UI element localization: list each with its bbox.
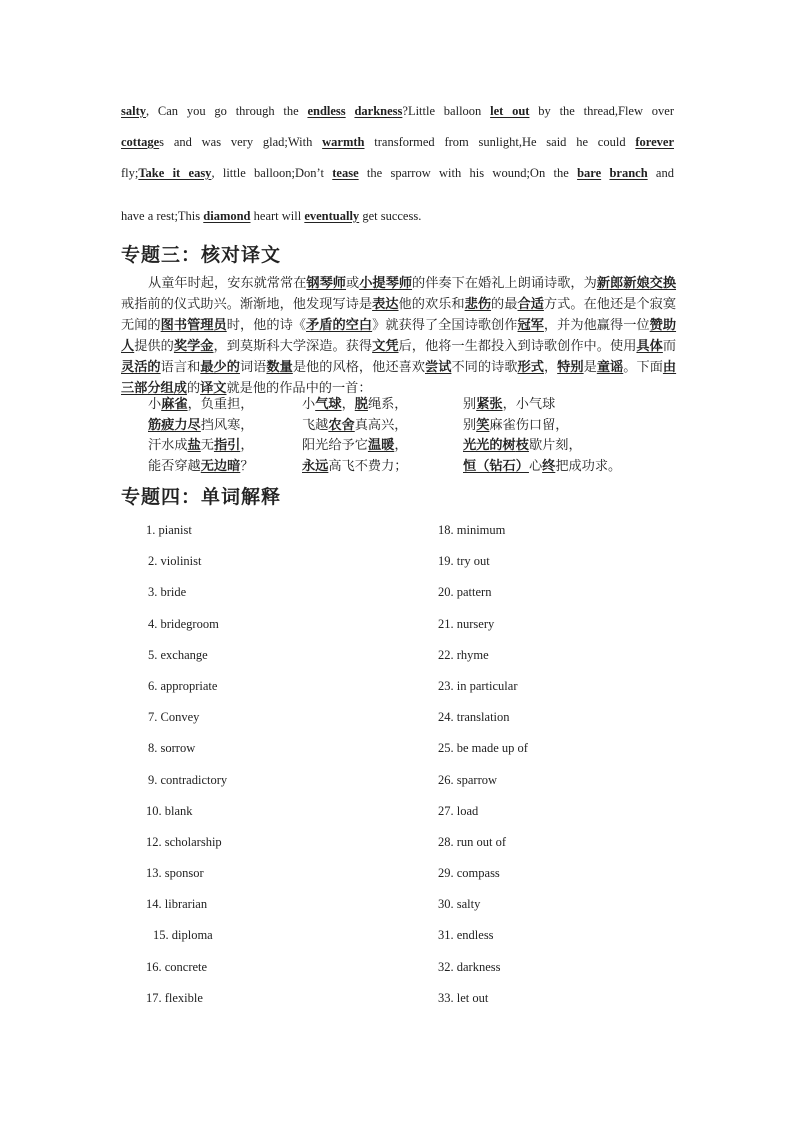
english-poem-line-4 (121, 209, 674, 224)
keyword: 数量 (266, 360, 293, 375)
vocab-item: 1. pianist (146, 523, 192, 537)
text-run: 心 (528, 458, 543, 474)
keyword: 气球 (315, 397, 342, 412)
keyword: endless (307, 104, 346, 118)
vocab-item: 12. scholarship (146, 834, 222, 849)
vocab-item: 23. in particular (438, 678, 518, 693)
keyword: 表达 (372, 297, 399, 312)
keyword: eventually (304, 209, 360, 223)
text-run: ？ (240, 458, 254, 474)
keyword: 由三部分组成 (121, 360, 677, 396)
text-run: 他的欢乐和 (398, 297, 465, 312)
text-run: ?Little balloon (402, 104, 491, 118)
vocab-item: 13. sponsor (146, 866, 204, 881)
vocab-item: 22. rhyme (438, 647, 489, 662)
text-run: 高飞不费力； (328, 458, 408, 474)
text-run: 提供的 (134, 339, 174, 354)
vocab-item: 7. Convey (148, 710, 200, 725)
text-run: ，负重担， (187, 397, 254, 412)
keyword: 新郎 (596, 276, 624, 291)
vocab-item: 9. contradictory (148, 772, 228, 787)
vocab-item: 15. diploma (153, 928, 213, 943)
keyword: 终 (542, 458, 556, 474)
text-run: 而 (662, 339, 677, 354)
vocab-item: 19. try out (438, 554, 490, 569)
text-run: 歇片刻， (528, 438, 582, 453)
vocab-item: 29. compass (438, 866, 500, 881)
keyword: 合适 (517, 297, 544, 312)
text-run: 是他的风格，他还喜欢 (292, 360, 425, 375)
poem-stanza-line (148, 416, 302, 437)
vocab-item: 25. be made up of (438, 741, 528, 756)
vocab-item: 14. librarian (146, 897, 208, 912)
keyword: 童谣 (596, 360, 624, 375)
text-run: ， (543, 360, 558, 375)
text-run: transformed from sunlight,He said he could (364, 135, 636, 149)
keyword: forever (635, 135, 674, 149)
poem-stanza-line (148, 457, 302, 478)
vocab-item: 27. load (438, 803, 479, 818)
text-run: 》就获得了全国诗歌创作 (372, 318, 518, 333)
keyword: branch (609, 166, 648, 180)
poem-stanza-line (463, 457, 663, 478)
keyword: 文凭 (372, 339, 399, 354)
text-run: have a rest;This (121, 209, 204, 223)
keyword: 无边暗 (200, 458, 241, 474)
text-run: 小 (302, 397, 316, 412)
keyword: 小提琴师 (359, 276, 413, 291)
keyword: diamond (203, 209, 251, 223)
text-run: 的 (186, 381, 201, 396)
poem-row (148, 436, 663, 457)
poem-stanza-line (148, 436, 302, 457)
chinese-poem (148, 395, 663, 477)
text-run: 不同的诗歌 (451, 360, 518, 375)
keyword: darkness (354, 104, 403, 118)
keyword: 新娘 (623, 276, 650, 291)
keyword: 笑 (476, 417, 490, 433)
text-run: 是 (583, 360, 597, 375)
text-run: 真高兴， (354, 417, 408, 433)
text-run: 就是他的作品中的一首： (226, 381, 372, 396)
keyword: salty (121, 104, 146, 118)
keyword: 最少的 (200, 360, 240, 375)
poem-stanza-line (302, 457, 463, 478)
poem-stanza-line (463, 416, 663, 437)
text-run: ， (341, 397, 355, 412)
text-run: 绳系， (367, 397, 408, 412)
keyword: tease (332, 166, 359, 180)
text-run: 飞越 (302, 417, 329, 433)
keyword: 枝 (515, 438, 529, 453)
text-run: 小 (148, 397, 162, 412)
keyword: warmth (322, 135, 365, 149)
text-run: ，到莫斯科大学深造。获得 (213, 339, 373, 354)
text-run: 语言和 (160, 360, 201, 375)
poem-row (148, 395, 663, 416)
poem-stanza-line (302, 395, 463, 416)
section-four-heading: 专题四：单词解释 (121, 486, 282, 508)
text-run: 。下面 (623, 360, 663, 375)
text-run: 戒指前的仪式助兴。渐渐地，他发现写诗是 (121, 297, 373, 312)
poem-row (148, 457, 663, 478)
vocab-item: 5. exchange (148, 647, 208, 662)
keyword: 奖学金 (173, 339, 214, 354)
poem-stanza-line (302, 416, 463, 437)
keyword: 译文 (200, 381, 227, 396)
keyword: 灵活的 (121, 360, 161, 375)
keyword: 农舍 (328, 417, 355, 433)
vocab-item: 20. pattern (438, 585, 492, 600)
text-run: 词语 (239, 360, 267, 375)
text-run: 时，他的诗《 (226, 318, 307, 333)
text-run: , little balloon;Don’t (211, 166, 333, 180)
vocab-item: 3. bride (148, 585, 187, 600)
english-poem-line-2 (121, 135, 674, 150)
text-run: 或 (346, 276, 360, 291)
vocab-item: 30. salty (438, 897, 481, 912)
vocab-item: 24. translation (438, 710, 510, 725)
vocab-item: 28. run out of (438, 834, 507, 849)
text-run: 别 (463, 397, 477, 412)
text-run: get success. (359, 209, 422, 223)
keyword: 特别 (557, 360, 584, 375)
keyword: let out (490, 104, 530, 118)
keyword: 具体 (636, 339, 663, 354)
text-run: the sparrow with his wound;On the (358, 166, 578, 180)
text-run: s and was very glad;With (159, 135, 323, 149)
text-run: 汗水成 (148, 438, 188, 453)
keyword: 赞助人 (121, 318, 677, 354)
poem-row (148, 416, 663, 437)
keyword: 冠军 (517, 318, 544, 333)
vocab-item: 31. endless (438, 928, 494, 943)
text-run: heart will (250, 209, 305, 223)
text-run: 方式。在他还是个寂寞无闻的 (121, 297, 677, 333)
keyword: 图书管理员 (160, 318, 227, 333)
text-run: 的伴奏下在婚礼上朗诵诗歌，为 (412, 276, 597, 291)
text-run: ，并为他赢得一位 (543, 318, 650, 333)
text-run: ， (394, 438, 408, 453)
keyword: 钢琴师 (306, 276, 347, 291)
keyword: 形式 (517, 360, 544, 375)
keyword: 指引 (213, 438, 241, 453)
keyword: 交换 (649, 276, 677, 291)
keyword: 悲伤 (464, 297, 492, 312)
keyword: Take it easy (138, 166, 212, 180)
keyword: 紧张 (476, 397, 503, 412)
text-run: 从童年时起，安东就常常在 (148, 276, 307, 291)
text-run: 能否穿越 (148, 458, 201, 474)
vocab-item: 16. concrete (146, 959, 208, 974)
vocab-item: 6. appropriate (148, 678, 218, 693)
keyword: bare (577, 166, 602, 180)
text-run: 后，他将一生都投入到诗歌创作中。使用 (398, 339, 637, 354)
vocab-item: 18. minimum (438, 523, 506, 537)
vocab-item: 21. nursery (438, 616, 495, 631)
vocab-item: 8. sorrow (148, 741, 196, 756)
poem-stanza-line (302, 436, 463, 457)
keyword: 光光的树 (463, 438, 516, 453)
text-run: by the thread,Flew over (529, 104, 674, 118)
text-run: and (647, 166, 674, 180)
text-run: 挡风寒， (200, 417, 254, 433)
keyword: 脱 (354, 397, 368, 412)
text-run: 别 (463, 417, 477, 433)
text-run: 无 (200, 438, 214, 453)
vocab-item: 33. let out (438, 990, 489, 1005)
vocab-list-left (146, 522, 227, 1021)
poem-stanza-line (148, 395, 302, 416)
vocab-item: 17. flexible (146, 990, 203, 1005)
text-run: ， (240, 438, 254, 453)
keyword: cottage (121, 135, 160, 149)
keyword: 温暖 (367, 438, 395, 453)
english-poem-line-3 (121, 166, 674, 181)
keyword: 盐 (187, 438, 201, 453)
text-run: 麻雀伤口留， (489, 417, 569, 433)
vocab-item: 26. sparrow (438, 772, 498, 787)
keyword: 恒（钻石） (463, 458, 529, 474)
text-run: fly; (121, 166, 139, 180)
text-run: 的最 (491, 297, 518, 312)
vocab-item: 32. darkness (438, 959, 501, 974)
vocab-item: 2. violinist (148, 554, 202, 569)
text-run: 把成功求。 (555, 458, 622, 474)
text-run: ，小气球 (502, 397, 556, 412)
section-three-heading: 专题三：核对译文 (121, 244, 282, 266)
vocab-item: 10. blank (146, 803, 193, 818)
vocab-list-right (438, 522, 528, 1021)
keyword: 尝试 (425, 360, 452, 375)
vocab-item: 4. bridegroom (148, 616, 219, 631)
keyword: 矛盾的空白 (306, 318, 373, 333)
poem-stanza-line (463, 395, 663, 416)
keyword: 永远 (302, 458, 329, 474)
poem-stanza-line (463, 436, 663, 457)
english-poem-line-1 (121, 104, 674, 119)
keyword: 筋疲力尽 (148, 417, 201, 433)
translation-paragraph (121, 273, 676, 399)
keyword: 麻雀 (161, 397, 188, 412)
text-run: , Can you go through the (146, 104, 308, 118)
text-run: 阳光给予它 (302, 438, 368, 453)
